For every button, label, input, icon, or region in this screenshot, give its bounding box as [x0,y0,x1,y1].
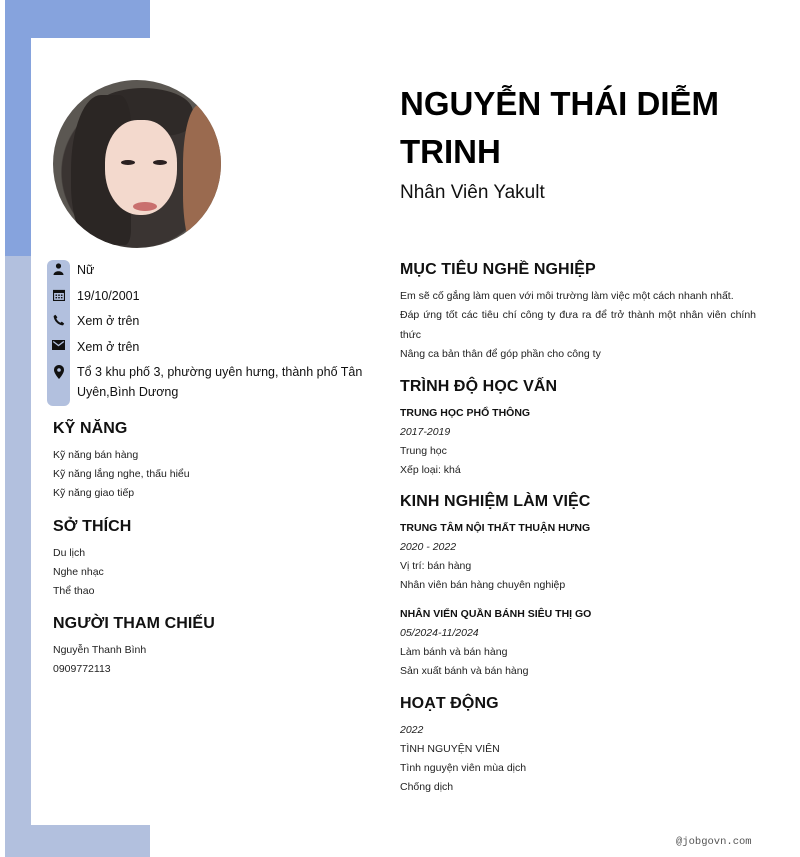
experience-period: 05/2024-11/2024 [400,627,479,639]
activity-period: 2022 [400,724,424,736]
skills-heading: KỸ NĂNG [53,420,128,437]
decor-strip-bottom [5,256,31,826]
contact-info [47,260,367,402]
objective-line: Em sẽ cố gắng làm quen với môi trường làm việc một cách nhanh nhất. [400,290,734,302]
experience-detail: Vị trí: bán hàng [400,560,472,572]
experience-section [400,493,756,681]
hobby-item: Du lịch [53,547,86,559]
company-name: TRUNG TÂM NỘI THẤT THUẬN HƯNG [400,522,591,534]
activities-heading: HOẠT ĐỘNG [400,695,499,712]
education-detail: Xếp loại: khá [400,464,461,476]
experience-period: 2020 - 2022 [400,541,457,553]
contact-email: Xem ở trên [47,337,367,363]
full-name-line1: NGUYỄN THÁI DIỄM [400,85,720,122]
header [400,80,756,204]
skills-section [53,420,353,503]
objective-section [400,261,756,364]
activity-detail: Tình nguyện viên mùa dịch [400,762,527,774]
objective-line: Nâng ca bản thân để góp phần cho công ty [400,347,601,360]
watermark: @jobgovn.com [676,836,752,848]
experience-detail: Sản xuất bánh và bán hàng [400,665,529,677]
education-detail: Trung học [400,445,447,457]
hobby-item: Thể thao [53,585,95,597]
education-period: 2017-2019 [400,426,451,438]
hobbies-heading: SỞ THÍCH [53,518,132,535]
skill-item: Kỹ năng giao tiếp [53,487,135,499]
hobbies-section [53,518,353,601]
decor-block-top [5,0,150,38]
contact-birthday: 19/10/2001 [47,286,367,312]
experience-heading: KINH NGHIỆM LÀM VIỆC [400,493,591,510]
reference-name: Nguyễn Thanh Bình [53,644,147,656]
objective-line: Đáp ứng tốt các tiêu chí công ty đưa ra để trở thành một nhân viên chính thức [400,309,756,341]
education-section [400,378,756,480]
full-name-line2: TRINH [400,133,501,170]
references-section [53,615,353,679]
reference-phone: 0909772113 [53,663,111,675]
decor-block-bottom [5,825,150,857]
contact-address: Tổ 3 khu phố 3, phường uyên hưng, thành phố Tân Uyên,Bình Dương [47,362,367,402]
phone-icon [47,311,70,326]
decor-strip-top [5,38,31,256]
skill-item: Kỹ năng lắng nghe, thấu hiểu [53,468,190,480]
activity-detail: Chống dịch [400,781,454,793]
company-name: NHÂN VIỂN QUẦN BÁNH SIÊU THỊ GO [400,608,592,620]
references-heading: NGƯỜI THAM CHIẾU [53,615,215,632]
experience-detail: Làm bánh và bán hàng [400,646,508,658]
contact-gender: Nữ [47,260,367,286]
calendar-icon [47,286,70,301]
location-icon [47,362,70,379]
education-heading: TRÌNH ĐỘ HỌC VẤN [400,378,558,395]
person-icon [47,260,70,275]
job-title: Nhân Viên Yakult [400,182,545,203]
hobby-item: Nghe nhạc [53,566,104,578]
email-icon [47,337,70,350]
school-name: TRUNG HỌC PHỔ THÔNG [400,407,531,419]
activity-detail: TÌNH NGUYỆN VIÊN [400,743,500,755]
activities-section [400,695,756,797]
contact-phone: Xem ở trên [47,311,367,337]
avatar [53,80,221,248]
objective-heading: MỤC TIÊU NGHỀ NGHIỆP [400,261,596,278]
skill-item: Kỹ năng bán hàng [53,449,139,461]
experience-detail: Nhân viên bán hàng chuyên nghiệp [400,579,566,591]
